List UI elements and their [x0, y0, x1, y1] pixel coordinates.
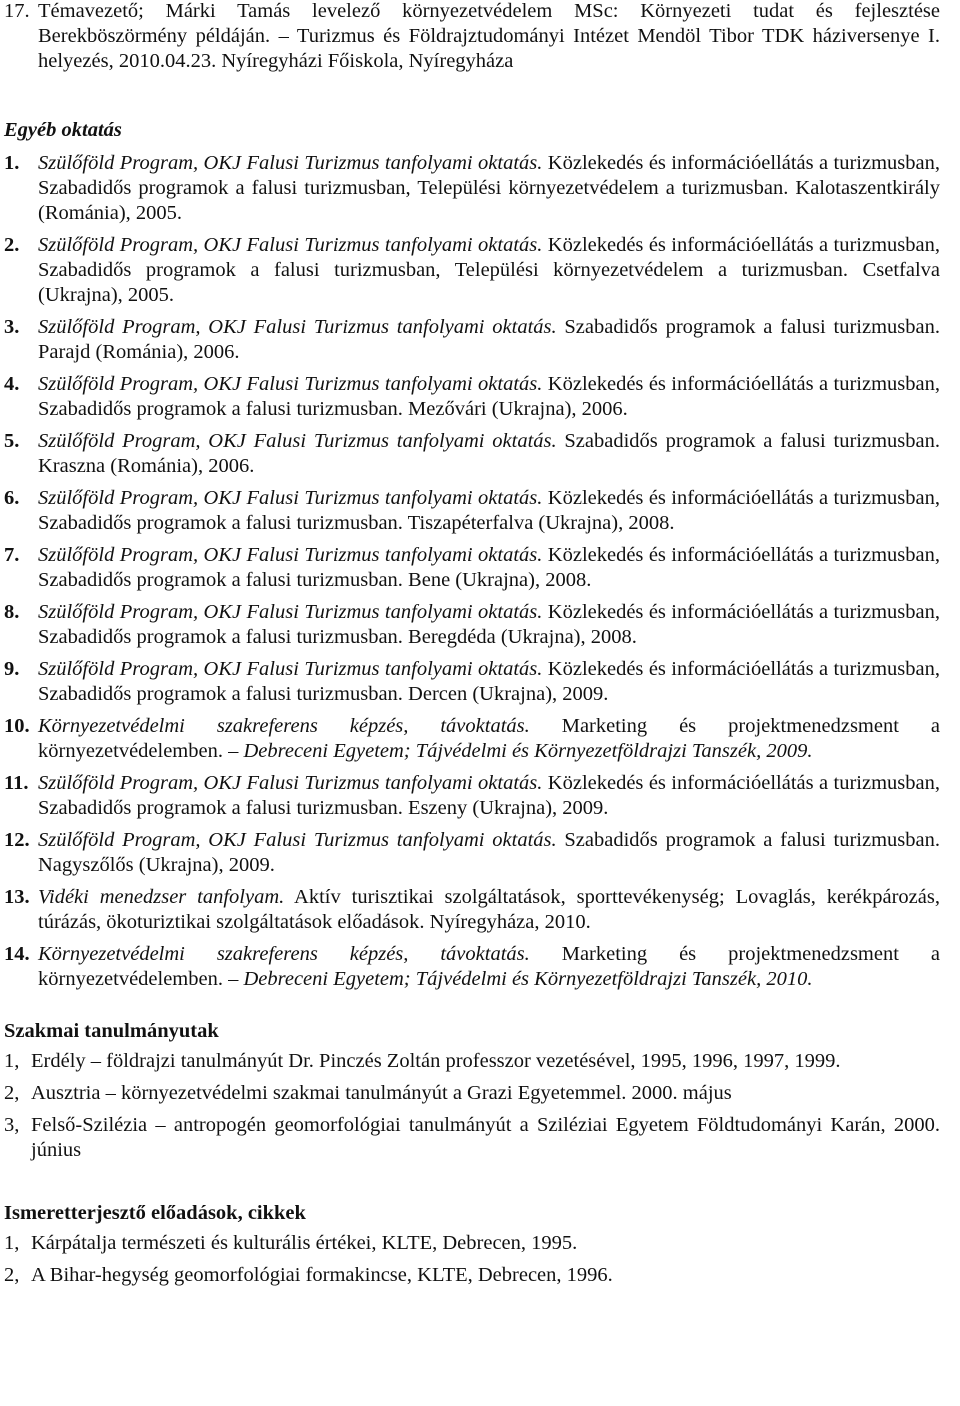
item-text: A Bihar-hegység geomorfológiai formakincse, KLTE, Debrecen, 1996.: [31, 1264, 613, 1286]
institution: Debreceni Egyetem; Tájvédelmi és Környezetföldrajzi Tanszék, 2009.: [243, 740, 813, 762]
item-number: 12.: [4, 829, 30, 851]
institution: Debreceni Egyetem; Tájvédelmi és Környezetföldrajzi Tanszék, 2010.: [243, 968, 813, 990]
study-trip-item: [4, 1049, 940, 1074]
course-description: Közlekedés és információellátás a turizmusban, Szabadidős programok a falusi turizmusban. Mezővári (Ukrajna), 2006.: [38, 373, 940, 420]
course-title: Szülőföld Program, OKJ Falusi Turizmus tanfolyami oktatás.: [38, 152, 543, 174]
item-number: 1,: [4, 1050, 20, 1072]
education-item: [4, 233, 940, 308]
list-item-17: [4, 0, 940, 74]
course-description: Közlekedés és információellátás a turizmusban, Szabadidős programok a falusi turizmusban, Települési környezetvédelem a turizmusban. Kalotaszentkirály (Románia), 2005.: [38, 152, 940, 224]
course-title: Szülőföld Program, OKJ Falusi Turizmus tanfolyami oktatás.: [38, 544, 543, 566]
other-education-list: [4, 151, 940, 992]
course-description: Közlekedés és információellátás a turizmusban, Szabadidős programok a falusi turizmusban. Beregdéda (Ukrajna), 2008.: [38, 601, 940, 648]
item-number: 8.: [4, 601, 20, 623]
course-description: Marketing és projektmenedzsment a környezetvédelemben. –: [38, 715, 940, 762]
course-title: Szülőföld Program, OKJ Falusi Turizmus tanfolyami oktatás.: [38, 772, 543, 794]
item-number: 1.: [4, 152, 20, 174]
course-title: Környezetvédelmi szakreferens képzés, távoktatás.: [38, 715, 530, 737]
item-number: 2,: [4, 1264, 20, 1286]
item-number: 2.: [4, 234, 20, 256]
item-text: [38, 233, 940, 308]
education-item: [4, 600, 940, 650]
item-number: 7.: [4, 544, 20, 566]
item-text: Kárpátalja természeti és kulturális értékei, KLTE, Debrecen, 1995.: [31, 1232, 578, 1254]
education-item: [4, 543, 940, 593]
lecture-item: [4, 1263, 940, 1288]
study-trips-list: [4, 1049, 940, 1163]
education-item: [4, 372, 940, 422]
education-item: [4, 885, 940, 935]
item-text: [38, 151, 940, 226]
education-item: [4, 486, 940, 536]
course-title: Környezetvédelmi szakreferens képzés, távoktatás.: [38, 943, 530, 965]
item-number: 1,: [4, 1232, 20, 1254]
item-text: Felső-Szilézia – antropogén geomorfológiai tanulmányút a Sziléziai Egyetem Földtudományi Karán, 2000. június: [31, 1114, 940, 1161]
course-title: Szülőföld Program, OKJ Falusi Turizmus tanfolyami oktatás.: [38, 234, 543, 256]
item-number: 4.: [4, 373, 20, 395]
course-description: Közlekedés és információellátás a turizmusban, Szabadidős programok a falusi turizmusban. Eszeny (Ukrajna), 2009.: [38, 772, 940, 819]
section-heading-lectures: Ismeretterjesztő előadások, cikkek: [4, 1202, 306, 1224]
course-title: Szülőföld Program, OKJ Falusi Turizmus tanfolyami oktatás.: [38, 316, 557, 338]
item-number: 2,: [4, 1082, 20, 1104]
item-text: [38, 372, 940, 422]
course-title: Szülőföld Program, OKJ Falusi Turizmus tanfolyami oktatás.: [38, 829, 557, 851]
item-text: [38, 828, 940, 878]
education-item: [4, 828, 940, 878]
item-number: 10.: [4, 715, 30, 737]
item-text: Témavezető; Márki Tamás levelező környezetvédelem MSc: Környezeti tudat és fejlesztése Berekböszörmény példáján. – Turizmus és Földrajztudományi Intézet Mendöl Tibor TDK háziversenye I. helyezés, 2010.04.23. Nyíregyházi Főiskola, Nyíregyháza: [38, 0, 940, 72]
item-number: 5.: [4, 430, 20, 452]
item-text: [38, 600, 940, 650]
item-text: Erdély – földrajzi tanulmányút Dr. Pinczés Zoltán professzor vezetésével, 1995, 1996, 1997, 1999.: [31, 1050, 841, 1072]
education-item: [4, 714, 940, 764]
item-text: [38, 771, 940, 821]
item-number: 3,: [4, 1114, 20, 1136]
course-description: Szabadidős programok a falusi turizmusban. Nagyszőlős (Ukrajna), 2009.: [38, 829, 940, 876]
item-number: 13.: [4, 886, 30, 908]
item-text: Ausztria – környezetvédelmi szakmai tanulmányút a Grazi Egyetemmel. 2000. május: [31, 1082, 732, 1104]
course-title: Szülőföld Program, OKJ Falusi Turizmus tanfolyami oktatás.: [38, 487, 543, 509]
course-description: Szabadidős programok a falusi turizmusban. Kraszna (Románia), 2006.: [38, 430, 940, 477]
study-trip-item: [4, 1113, 940, 1163]
course-title: Szülőföld Program, OKJ Falusi Turizmus tanfolyami oktatás.: [38, 658, 543, 680]
section-heading-other-education: Egyéb oktatás: [4, 119, 122, 141]
course-title: Szülőföld Program, OKJ Falusi Turizmus tanfolyami oktatás.: [38, 373, 543, 395]
course-description: Szabadidős programok a falusi turizmusban. Parajd (Románia), 2006.: [38, 316, 940, 363]
education-item: [4, 657, 940, 707]
item-text: [38, 942, 940, 992]
course-title: Vidéki menedzser tanfolyam.: [38, 886, 285, 908]
item-number: 11.: [4, 772, 29, 794]
course-title: Szülőföld Program, OKJ Falusi Turizmus tanfolyami oktatás.: [38, 430, 557, 452]
education-item: [4, 942, 940, 992]
education-item: [4, 429, 940, 479]
course-description: Marketing és projektmenedzsment a környezetvédelemben. –: [38, 943, 940, 990]
education-item: [4, 315, 940, 365]
section-heading-study-trips: Szakmai tanulmányutak: [4, 1020, 219, 1042]
course-description: Közlekedés és információellátás a turizmusban, Szabadidős programok a falusi turizmusban, Települési környezetvédelem a turizmusban. Csetfalva (Ukrajna), 2005.: [38, 234, 940, 306]
item-text: [38, 885, 940, 935]
item-number: 9.: [4, 658, 20, 680]
item-text: [38, 429, 940, 479]
item-text: [38, 486, 940, 536]
course-description: Aktív turisztikai szolgáltatások, sporttevékenység; Lovaglás, kerékpározás, túrázás, ökoturiztikai szolgáltatások előadások. Nyíregyháza, 2010.: [38, 886, 940, 933]
item-number: 6.: [4, 487, 20, 509]
education-item: [4, 151, 940, 226]
item-number: 3.: [4, 316, 20, 338]
item-text: [38, 657, 940, 707]
education-item: [4, 771, 940, 821]
study-trip-item: [4, 1081, 940, 1106]
item-number: 17.: [4, 0, 30, 22]
course-description: Közlekedés és információellátás a turizmusban, Szabadidős programok a falusi turizmusban. Tiszapéterfalva (Ukrajna), 2008.: [38, 487, 940, 534]
course-description: Közlekedés és információellátás a turizmusban, Szabadidős programok a falusi turizmusban. Dercen (Ukrajna), 2009.: [38, 658, 940, 705]
course-description: Közlekedés és információellátás a turizmusban, Szabadidős programok a falusi turizmusban. Bene (Ukrajna), 2008.: [38, 544, 940, 591]
item-text: [38, 543, 940, 593]
course-title: Szülőföld Program, OKJ Falusi Turizmus tanfolyami oktatás.: [38, 601, 543, 623]
item-text: [38, 714, 940, 764]
item-text: [38, 315, 940, 365]
lectures-list: [4, 1231, 940, 1288]
lecture-item: [4, 1231, 940, 1256]
item-number: 14.: [4, 943, 30, 965]
